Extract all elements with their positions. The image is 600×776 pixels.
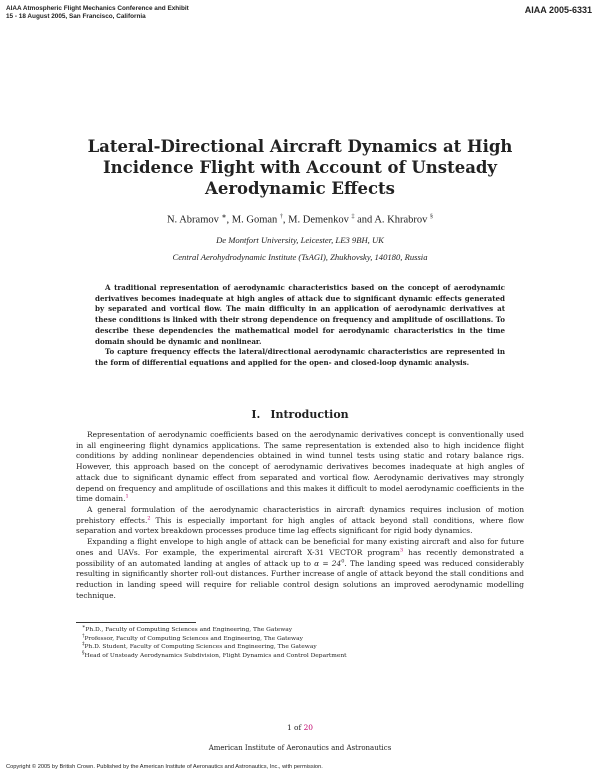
citation-link[interactable]: 3 bbox=[399, 547, 404, 554]
author-separator: , bbox=[226, 214, 230, 226]
author-footnote-mark: † bbox=[279, 214, 283, 220]
body-paragraph bbox=[76, 505, 524, 537]
footnote bbox=[76, 626, 536, 635]
footnote-text: Ph.D. Student, Faculty of Computing Sciences and Engineering, The Gateway bbox=[84, 644, 317, 651]
page-number bbox=[0, 723, 600, 732]
abstract bbox=[95, 283, 505, 369]
paragraph-text: . The landing speed was reduced considerably resulting in significantly shorter roll-out distances. Further increase of angle of attack beyond the stall conditions and reduction in landing speed will require for reliable control design solutions an improved aerodynamic modelling technique. bbox=[76, 558, 524, 600]
footnote-mark: † bbox=[82, 632, 85, 639]
author-separator: , bbox=[282, 214, 286, 226]
conference-header bbox=[6, 5, 189, 21]
page-total-link[interactable]: 20 bbox=[303, 723, 313, 732]
paragraph-text: Expanding a flight envelope to high angle of attack can be beneficial for many existing aircraft and also for future ones and UAVs. For example, the experimental aircraft X-31 VECTOR program bbox=[76, 537, 524, 557]
title-line-1: Lateral-Directional Aircraft Dynamics at High bbox=[87, 137, 513, 156]
author-name: M. Demenkov bbox=[288, 214, 349, 226]
paper-id: AIAA 2005-6331 bbox=[524, 5, 592, 15]
paper-title bbox=[80, 136, 520, 199]
title-line-3: Aerodynamic Effects bbox=[205, 179, 395, 198]
body-paragraph bbox=[76, 537, 524, 601]
copyright-notice: Copyright © 2005 by British Crown. Published by the American Institute of Aeronautics and Astronautics, Inc., with permission. bbox=[6, 764, 323, 770]
body-text bbox=[76, 430, 524, 602]
footnote bbox=[76, 652, 536, 661]
section-title: Introduction bbox=[270, 408, 349, 421]
author-footnote-mark: ∗ bbox=[221, 214, 227, 220]
math-expression: α = 24 bbox=[314, 558, 342, 568]
footnote bbox=[76, 643, 536, 652]
author-name: M. Goman bbox=[231, 214, 278, 226]
citation-link[interactable]: 2 bbox=[147, 515, 151, 522]
paragraph-text: Representation of aerodynamic coefficients based on the aerodynamic derivatives concept is conventionally used in all engineering flight dynamics applications. The same representation is extended also to high incidence flight conditions by adding nonlinear dependencies obtained in wind tunnel tests using static and rotary balance rigs. However, this approach based on the concept of aerodynamic derivatives becomes inadequate at high angles of attack due to significant dynamic effect from separated and vortical flow. Aerodynamic derivatives may strongly depend on frequency and amplitude of oscillations and this makes it difficult to model aerodynamic coefficients in the time domain. bbox=[76, 430, 524, 504]
author-and: and bbox=[357, 214, 373, 226]
footnote-mark: ∗ bbox=[82, 624, 86, 631]
paragraph-text: A general formulation of the aerodynamic characteristics in aircraft dynamics requires inclusion of motion prehistory effects. bbox=[76, 505, 524, 525]
conference-name: AIAA Atmospheric Flight Mechanics Conference and Exhibit bbox=[6, 5, 189, 12]
author-footnote-mark: § bbox=[430, 214, 434, 220]
footnote-mark: ‡ bbox=[82, 641, 85, 648]
footnote-text: Head of Unsteady Aerodynamics Subdivision, Flight Dynamics and Control Department bbox=[84, 653, 347, 660]
footnote-text: Professor, Faculty of Computing Sciences and Engineering, The Gateway bbox=[84, 635, 303, 642]
footnote bbox=[76, 632, 536, 644]
page-current: 1 bbox=[286, 723, 292, 732]
author-footnote-mark: ‡ bbox=[351, 214, 355, 220]
citation-link[interactable]: 1 bbox=[125, 493, 129, 500]
affiliation: Central Aerohydrodynamic Institute (TsAGI), Zhukhovsky, 140180, Russia bbox=[172, 252, 428, 262]
paragraph-text: has recently demonstrated a possibility of an automated landing at angles of attack up to bbox=[76, 547, 524, 568]
conference-dates: 15 - 18 August 2005, San Francisco, California bbox=[6, 13, 146, 20]
affiliation: De Montfort University, Leicester, LE3 9BH, UK bbox=[216, 235, 384, 245]
author-list bbox=[60, 213, 540, 226]
paragraph-text: This is especially important for high angles of attack beyond stall conditions, where flow separation and vortex breakdown processes produce time lag effects significant for rigid body dynamics. bbox=[76, 515, 524, 536]
author-name: N. Abramov bbox=[166, 214, 219, 226]
degree-mark: 0 bbox=[341, 558, 345, 565]
body-paragraph bbox=[76, 430, 524, 505]
title-line-2: Incidence Flight with Account of Unsteady bbox=[102, 158, 498, 177]
footnotes bbox=[76, 626, 536, 661]
footnote-mark: § bbox=[82, 650, 85, 657]
author-name: A. Khrabrov bbox=[374, 214, 428, 226]
abstract-paragraph: To capture frequency effects the lateral/directional aerodynamic characteristics are represented in the form of differential equations and applied for the open- and closed-loop dynamic analysis. bbox=[95, 347, 505, 367]
section-heading bbox=[0, 408, 600, 421]
section-number: I. bbox=[251, 408, 261, 421]
footnote-text: Ph.D., Faculty of Computing Sciences and Engineering, The Gateway bbox=[85, 627, 293, 633]
footnote-divider bbox=[76, 622, 196, 623]
abstract-paragraph: A traditional representation of aerodynamic characteristics based on the concept of aerodynamic derivatives becomes inadequate at high angles of attack due to significant dynamic effects generated by separated and vortical flow. The main difficulty in an application of aerodynamic derivatives at these conditions is linked with their strong dependence on frequency and amplitude of oscillations. To describe these dependencies the mathematical model for aerodynamic characteristics in the time domain should be dynamic and nonlinear. bbox=[95, 283, 505, 346]
publisher-footer: American Institute of Aeronautics and Astronautics bbox=[208, 744, 392, 752]
page-of: of bbox=[294, 723, 302, 732]
